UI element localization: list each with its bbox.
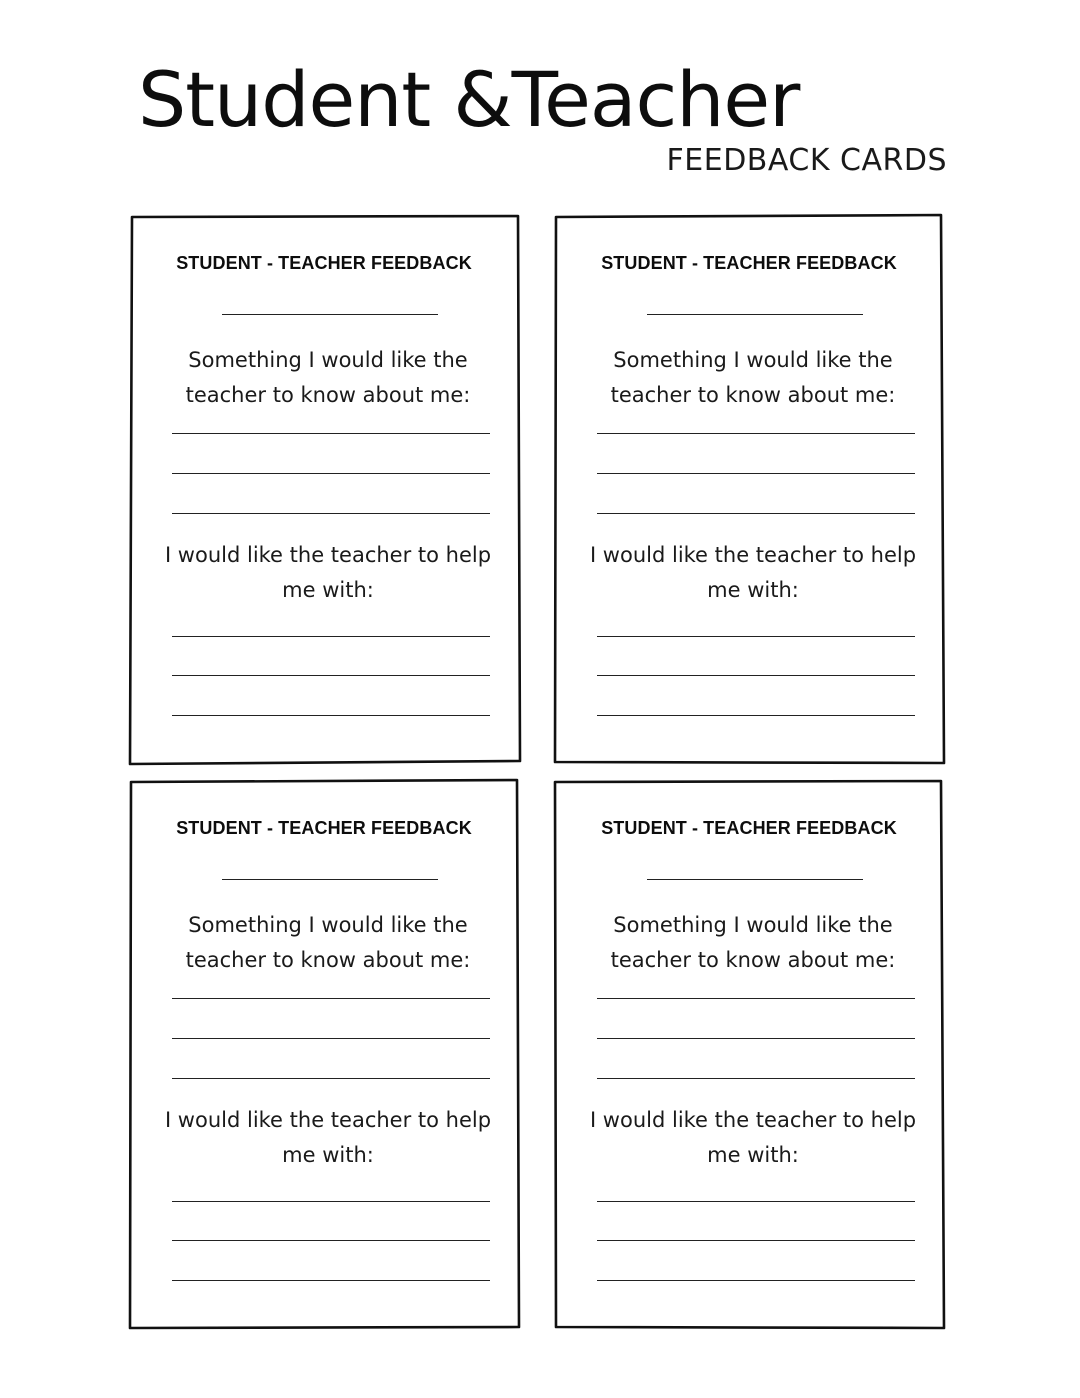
feedback-card [130, 215, 518, 761]
help-me-with-prompt: I would like the teacher to help me with: [589, 543, 917, 602]
write-line[interactable] [172, 1201, 490, 1202]
card-border [130, 215, 518, 761]
write-line[interactable] [172, 1078, 490, 1079]
feedback-card [555, 215, 943, 761]
know-about-me-prompt: Something I would like the teacher to know about me: [610, 348, 896, 407]
write-line[interactable] [172, 1280, 490, 1281]
know-about-me-prompt: Something I would like the teacher to know about me: [185, 913, 471, 972]
card-heading: STUDENT - TEACHER FEEDBACK [176, 818, 472, 838]
write-line[interactable] [172, 636, 490, 637]
name-write-line[interactable] [647, 879, 863, 880]
page-title: Student &Teacher [138, 55, 800, 144]
name-write-line[interactable] [222, 314, 438, 315]
write-line[interactable] [172, 998, 490, 999]
help-me-with-prompt: I would like the teacher to help me with: [164, 1108, 492, 1167]
card-heading: STUDENT - TEACHER FEEDBACK [176, 253, 472, 273]
write-line[interactable] [597, 1240, 915, 1241]
write-line[interactable] [597, 675, 915, 676]
write-line[interactable] [172, 433, 490, 434]
write-line[interactable] [172, 715, 490, 716]
card-border [555, 780, 943, 1326]
write-line[interactable] [172, 1038, 490, 1039]
write-line[interactable] [597, 715, 915, 716]
write-line[interactable] [597, 1280, 915, 1281]
write-line[interactable] [597, 636, 915, 637]
write-line[interactable] [597, 1038, 915, 1039]
write-line[interactable] [597, 473, 915, 474]
write-line[interactable] [172, 1240, 490, 1241]
write-line[interactable] [597, 1078, 915, 1079]
know-about-me-prompt: Something I would like the teacher to know about me: [610, 913, 896, 972]
write-line[interactable] [597, 998, 915, 999]
feedback-card [555, 780, 943, 1326]
help-me-with-prompt: I would like the teacher to help me with: [589, 1108, 917, 1167]
page-subtitle: FEEDBACK CARDS [666, 143, 947, 178]
feedback-card [130, 780, 518, 1326]
card-border [130, 780, 518, 1326]
write-line[interactable] [597, 513, 915, 514]
name-write-line[interactable] [222, 879, 438, 880]
write-line[interactable] [597, 433, 915, 434]
card-heading: STUDENT - TEACHER FEEDBACK [601, 253, 897, 273]
write-line[interactable] [172, 473, 490, 474]
write-line[interactable] [597, 1201, 915, 1202]
write-line[interactable] [172, 675, 490, 676]
card-border [555, 215, 943, 761]
card-heading: STUDENT - TEACHER FEEDBACK [601, 818, 897, 838]
help-me-with-prompt: I would like the teacher to help me with: [164, 543, 492, 602]
write-line[interactable] [172, 513, 490, 514]
know-about-me-prompt: Something I would like the teacher to know about me: [185, 348, 471, 407]
name-write-line[interactable] [647, 314, 863, 315]
